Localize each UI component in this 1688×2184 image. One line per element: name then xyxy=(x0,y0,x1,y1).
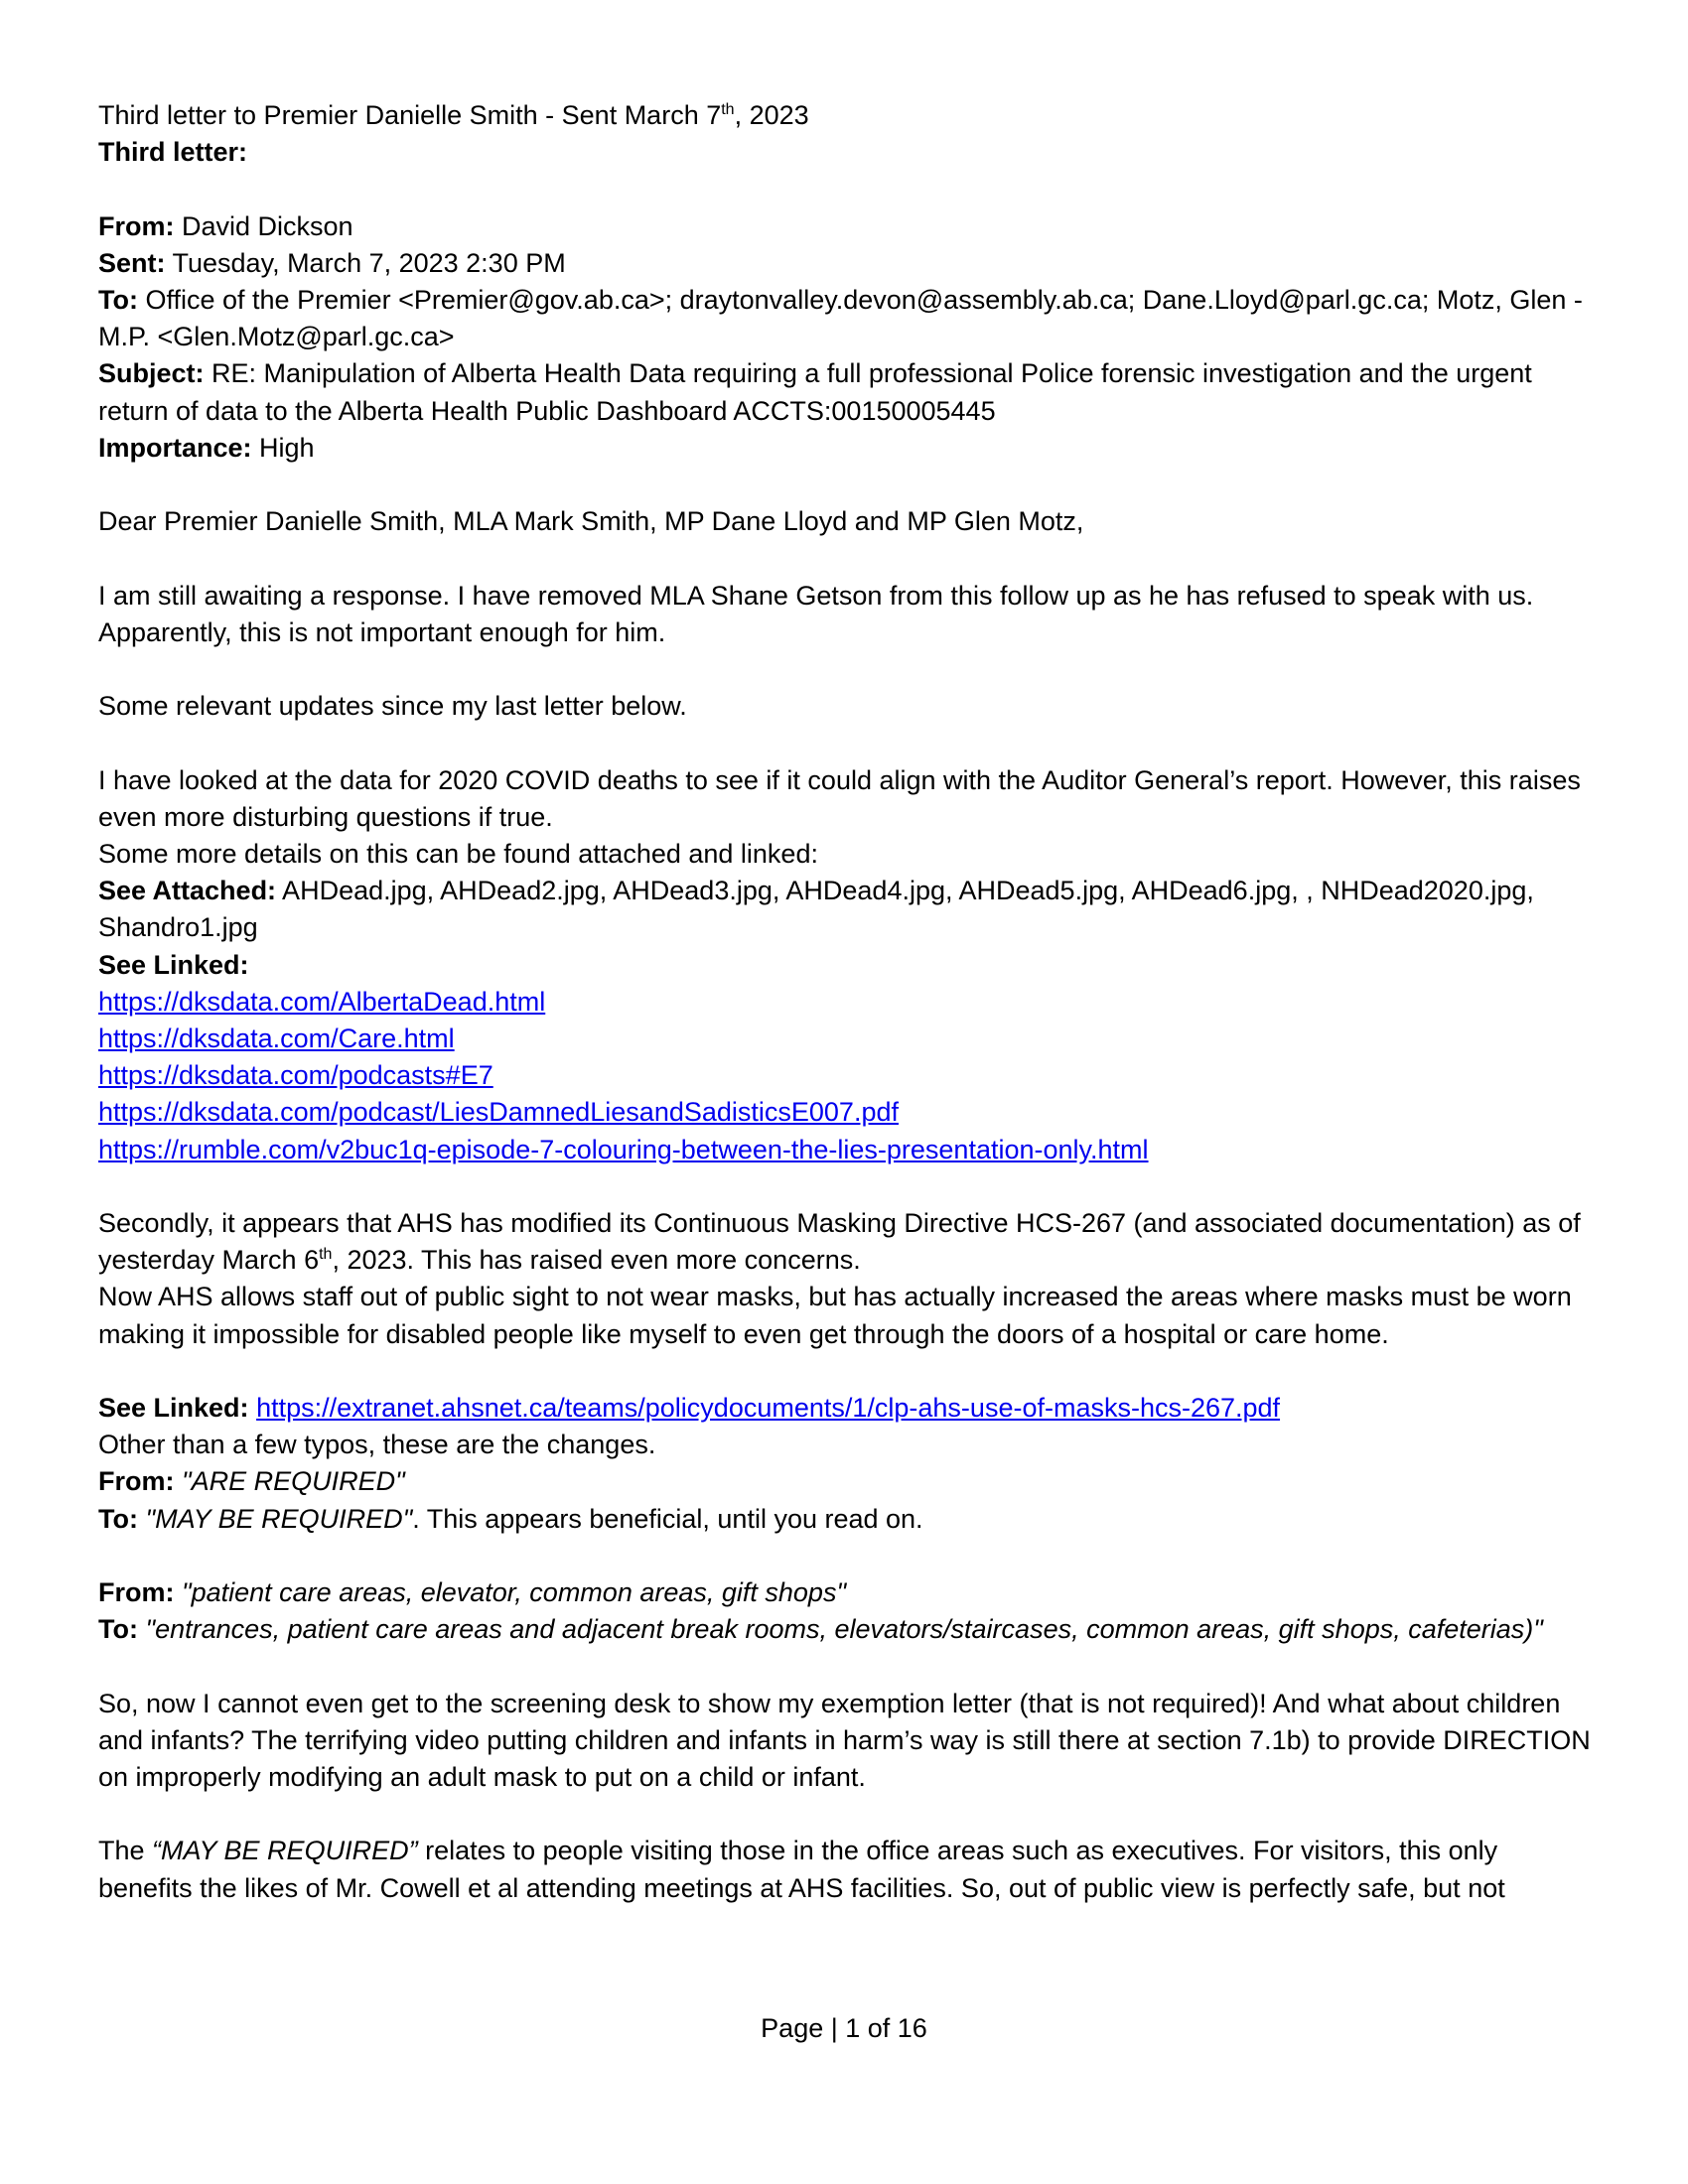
paragraph: I have looked at the data for 2020 COVID deaths to see if it could align with the Auditor General’s report. However, this raises even more disturbing questions if true. xyxy=(98,764,1581,832)
email-from: From: David Dickson xyxy=(98,210,353,241)
link-rumble-episode[interactable]: https://rumble.com/v2buc1q-episode-7-colouring-between-the-lies-presentation-only.html xyxy=(98,1134,1149,1164)
letter-title: Third letter to Premier Danielle Smith - Sent March 7th, 2023 xyxy=(98,100,809,130)
email-to: To: Office of the Premier <Premier@gov.ab.ca>; draytonvalley.devon@assembly.ab.ca; Dane.Lloyd@parl.gc.ca; Motz, Glen - M.P. <Glen.Motz@parl.gc.ca> xyxy=(98,285,1583,352)
paragraph: Now AHS allows staff out of public sight to not wear masks, but has actually increased the areas where masks must be worn making it impossible for disabled people like myself to even get through the doors of a hospital or care home. xyxy=(98,1282,1572,1349)
change-from-2: From: "patient care areas, elevator, common areas, gift shops" xyxy=(98,1577,847,1607)
paragraph: Other than a few typos, these are the changes. xyxy=(98,1430,656,1460)
link-alberta-dead[interactable]: https://dksdata.com/AlbertaDead.html xyxy=(98,986,546,1017)
paragraph: I am still awaiting a response. I have removed MLA Shane Getson from this follow up as he has refused to speak with us. Apparently, this is not important enough for him. xyxy=(98,580,1534,647)
change-from-1: From: "ARE REQUIRED" xyxy=(98,1466,405,1497)
link-policy-pdf[interactable]: https://extranet.ahsnet.ca/teams/policydocuments/1/clp-ahs-use-of-masks-hcs-267.pdf xyxy=(256,1393,1281,1423)
email-sent: Sent: Tuesday, March 7, 2023 2:30 PM xyxy=(98,247,566,278)
change-to-2: To: "entrances, patient care areas and adjacent break rooms, elevators/staircases, common areas, gift shops, cafeterias)" xyxy=(98,1614,1543,1645)
page-number: Page | 1 of 16 xyxy=(761,2013,927,2043)
salutation: Dear Premier Danielle Smith, MLA Mark Smith, MP Dane Lloyd and MP Glen Motz, xyxy=(98,506,1084,537)
paragraph: Some relevant updates since my last letter below. xyxy=(98,691,687,722)
email-importance: Importance: High xyxy=(98,432,315,463)
link-podcast-pdf[interactable]: https://dksdata.com/podcast/LiesDamnedLiesandSadisticsE007.pdf xyxy=(98,1097,899,1128)
link-care[interactable]: https://dksdata.com/Care.html xyxy=(98,1024,455,1053)
change-to-1: To: "MAY BE REQUIRED". This appears beneficial, until you read on. xyxy=(98,1503,923,1534)
attachments-line: See Attached: AHDead.jpg, AHDead2.jpg, AHDead3.jpg, AHDead4.jpg, AHDead5.jpg, AHDead6.jpg, , NHDead2020.jpg, Shandro1.jpg xyxy=(98,876,1534,943)
email-subject: Subject: RE: Manipulation of Alberta Health Data requiring a full professional Police forensic investigation and the urgent return of data to the Alberta Health Public Dashboard ACCTS:00150005445 xyxy=(98,358,1532,426)
paragraph: The “MAY BE REQUIRED” relates to people visiting those in the office areas such as executives. For visitors, this only benefits the likes of Mr. Cowell et al attending meetings at AHS facilities. So, out of public view is perfectly safe, but not xyxy=(98,1836,1505,1903)
paragraph: Some more details on this can be found attached and linked: xyxy=(98,838,818,869)
paragraph: Secondly, it appears that AHS has modified its Continuous Masking Directive HCS-267 (and associated documentation) as of yesterday March 6th, 2023. This has raised even more concerns. xyxy=(98,1208,1581,1276)
linked-label: See Linked: xyxy=(98,949,249,980)
linked-policy-line: See Linked: https://extranet.ahsnet.ca/teams/policydocuments/1/clp-ahs-use-of-masks-hcs-267.pdf xyxy=(98,1393,1281,1423)
letter-subtitle: Third letter: xyxy=(98,137,248,168)
link-podcasts-e7[interactable]: https://dksdata.com/podcasts#E7 xyxy=(98,1060,493,1091)
letter-page xyxy=(98,97,1598,1907)
paragraph: So, now I cannot even get to the screening desk to show my exemption letter (that is not required)! And what about children and infants? The terrifying video putting children and infants in harm’s way is still there at section 7.1b) to provide DIRECTION on improperly modifying an adult mask to put on a child or infant. xyxy=(98,1688,1591,1792)
